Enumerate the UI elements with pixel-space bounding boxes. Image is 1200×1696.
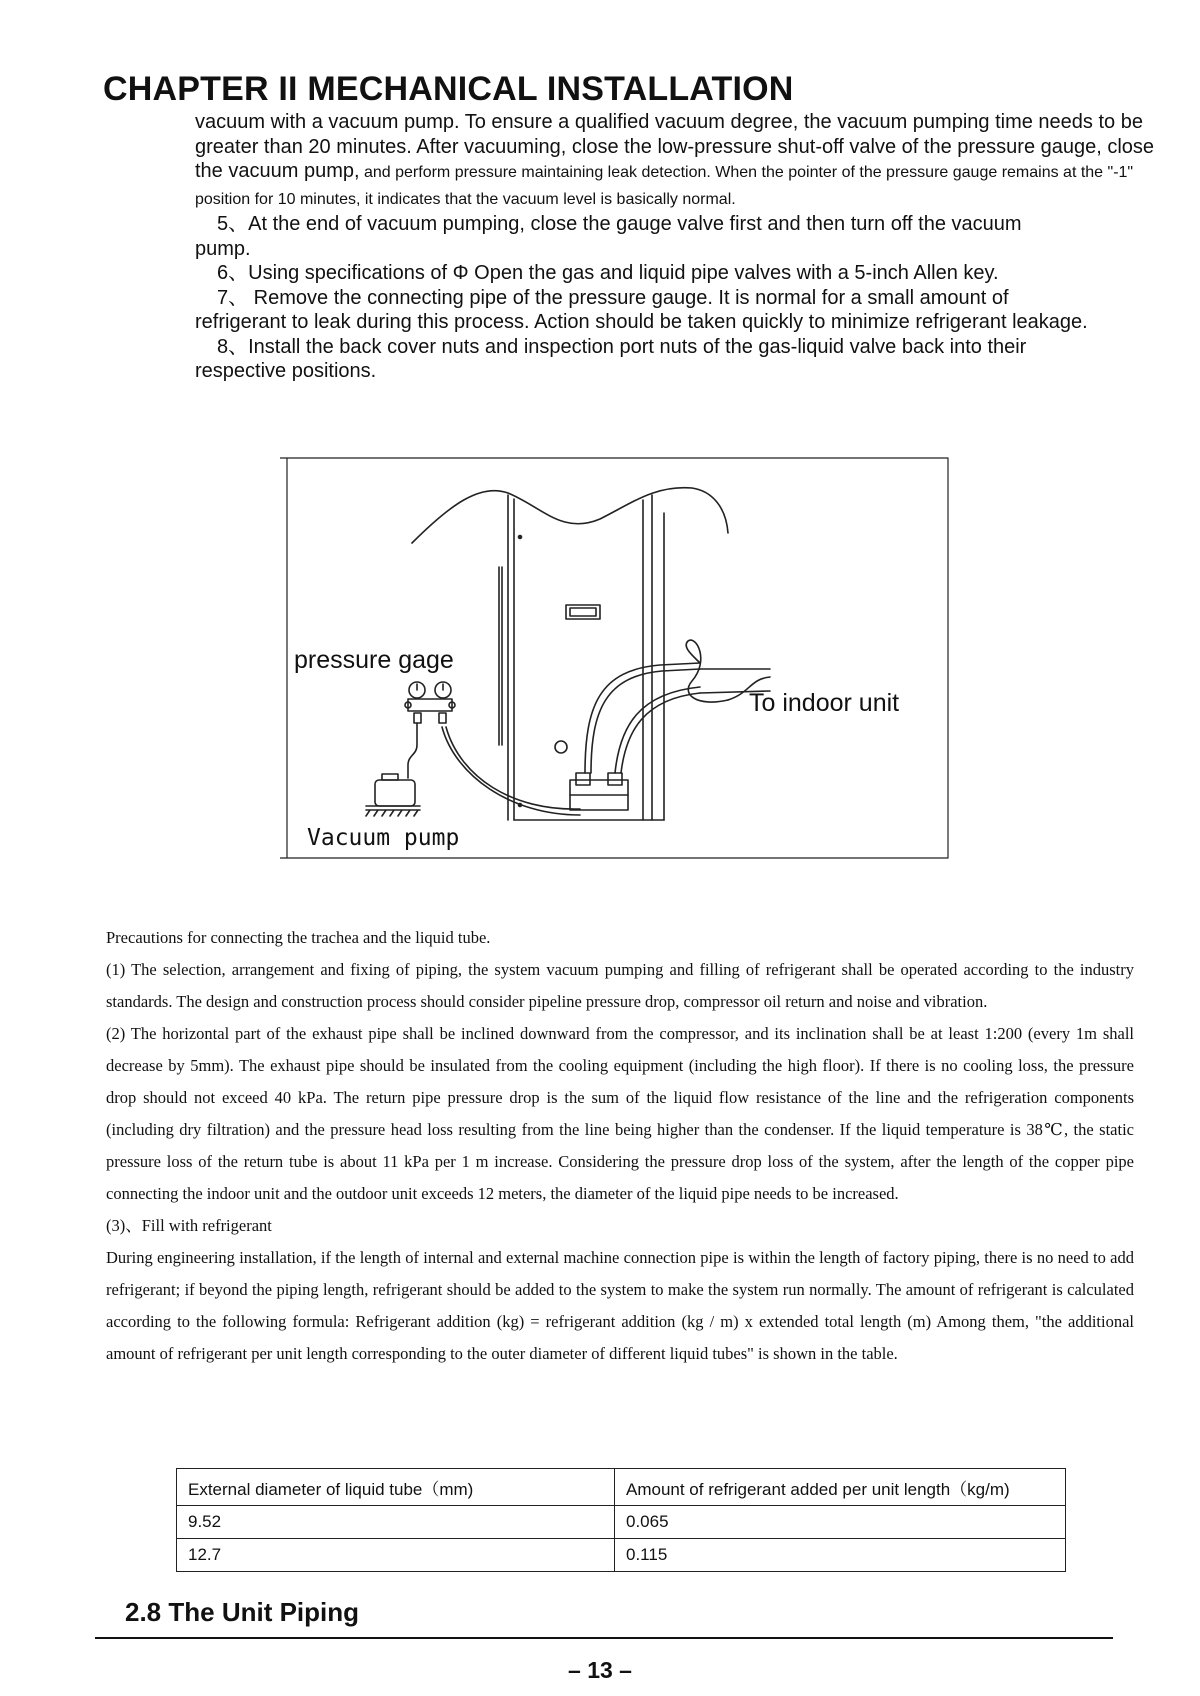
unit-nameplate (566, 605, 600, 619)
step-7-continuation: refrigerant to leak during this process. Action should be taken quickly to minimize refrigerant leakage. (195, 311, 1088, 333)
service-valve-left (576, 773, 590, 785)
step-8-continuation: respective positions. (195, 360, 377, 382)
manifold-port-left (414, 713, 421, 723)
precaution-2: (2) The horizontal part of the exhaust pipe shall be inclined downward from the compressor, and its inclination shall be at least 1:200 (every 1m shall decrease by 5mm). The exhaust pipe should be insulated from the cooling equipment (including the high floor). If there is no cooling loss, the pressure drop should not exceed 40 kPa. The return pipe pressure drop is the sum of the liquid flow resistance of the line and the refrigeration components (including dry filtration) and the pressure head loss resulting from the line being higher than the condenser. If the liquid temperature is 38℃, the static pressure loss of the return tube is about 11 kPa per 1 m increase. Considering the pressure drop loss of the system, after the length of the copper pipe connecting the indoor unit and the outdoor unit exceeds 12 meters, the diameter of the liquid pipe needs to be increased. (106, 1024, 1134, 1203)
hose-gauge-to-pump (408, 723, 417, 778)
unit-screw (519, 536, 522, 539)
hose-gauge-to-valve (442, 727, 580, 815)
table-header-cell: Amount of refrigerant added per unit length（kg/m) (615, 1469, 1066, 1506)
hose-gauge-to-valve-2 (446, 727, 580, 809)
table-row (177, 1506, 1066, 1539)
label-vacuum-pump: Vacuum pump (307, 825, 460, 851)
precautions-heading: Precautions for connecting the trachea and the liquid tube. (106, 928, 491, 947)
table-cell: 0.065 (615, 1506, 1066, 1539)
vacuum-pump-ground (366, 810, 420, 816)
step-5-continuation: pump. (195, 237, 251, 260)
page-number: – 13 – (568, 1657, 632, 1683)
table-header-cell: External diameter of liquid tube（mm) (177, 1469, 615, 1506)
step-7-text: 7、 Remove the connecting pipe of the pressure gauge. It is normal for a small amount of (217, 286, 1009, 309)
unit-port (555, 741, 567, 753)
unit-wavy-top (412, 488, 728, 543)
pipe-liquid-2 (621, 693, 700, 773)
unit-nameplate-inner (570, 608, 596, 616)
table-cell: 9.52 (177, 1506, 615, 1539)
vacuum-pump-body (375, 780, 415, 806)
step-4-text: vacuum with a vacuum pump. To ensure a qualified vacuum degree, the vacuum pumping time needs to be greater than 20 minutes. After vacuuming, close the low-pressure shut-off valve of the pressure gauge, close the vacuum pump, (195, 111, 1155, 182)
refrigerant-table (176, 1468, 1066, 1572)
label-to-indoor-unit: To indoor unit (749, 689, 900, 717)
table-header-row (177, 1469, 1066, 1506)
label-pressure-gage: pressure gage (294, 646, 454, 674)
table-cell: 0.115 (615, 1539, 1066, 1572)
vacuum-pump-diagram (280, 455, 950, 860)
step-5-text: 5、At the end of vacuum pumping, close the gauge valve first and then turn off the vacuum (217, 213, 1022, 235)
section-title: 2.8 The Unit Piping (125, 1597, 360, 1627)
vacuum-pump-handle (382, 774, 398, 780)
step-4-text-small: and perform pressure maintaining leak detection. When the pointer of the pressure gauge remains at the "-1" position for 10 minutes, it indicates that the vacuum level is basically normal. (195, 164, 1134, 208)
step-4-paragraph (195, 110, 1155, 212)
step-6-text: 6、Using specifications of Φ Open the gas and liquid pipe valves with a 5-inch Allen key. (217, 262, 999, 284)
manifold-body (408, 699, 452, 711)
precaution-3-heading: (3)、Fill with refrigerant (106, 1216, 272, 1235)
precaution-1: (1) The selection, arrangement and fixing of piping, the system vacuum pumping and filling of refrigerant shall be operated according to the industry standards. The design and construction process should consider pipeline pressure drop, compressor oil return and noise and vibration. (106, 960, 1134, 1011)
manifold-port-right (439, 713, 446, 723)
precautions-section (106, 922, 1134, 1370)
pipe-gas-2 (591, 669, 700, 773)
section-divider (95, 1637, 1113, 1639)
table-cell: 12.7 (177, 1539, 615, 1572)
service-valve-right (608, 773, 622, 785)
vacuum-steps (195, 110, 1155, 384)
step-8-text: 8、Install the back cover nuts and inspection port nuts of the gas-liquid valve back into their (217, 335, 1027, 358)
table-row (177, 1539, 1066, 1572)
chapter-title: CHAPTER II MECHANICAL INSTALLATION (103, 70, 794, 108)
pipe-liquid (615, 687, 700, 773)
precaution-3: During engineering installation, if the length of internal and external machine connection pipe is within the length of factory piping, there is no need to add refrigerant; if beyond the piping length, refrigerant should be added to the system to make the system run normally. The amount of refrigerant is calculated according to the following formula: Refrigerant addition (kg) = refrigerant addition (kg / m) x extended total length (m) Among them, "the additional amount of refrigerant per unit length corresponding to the outer diameter of different liquid tubes" is shown in the table. (106, 1248, 1134, 1363)
